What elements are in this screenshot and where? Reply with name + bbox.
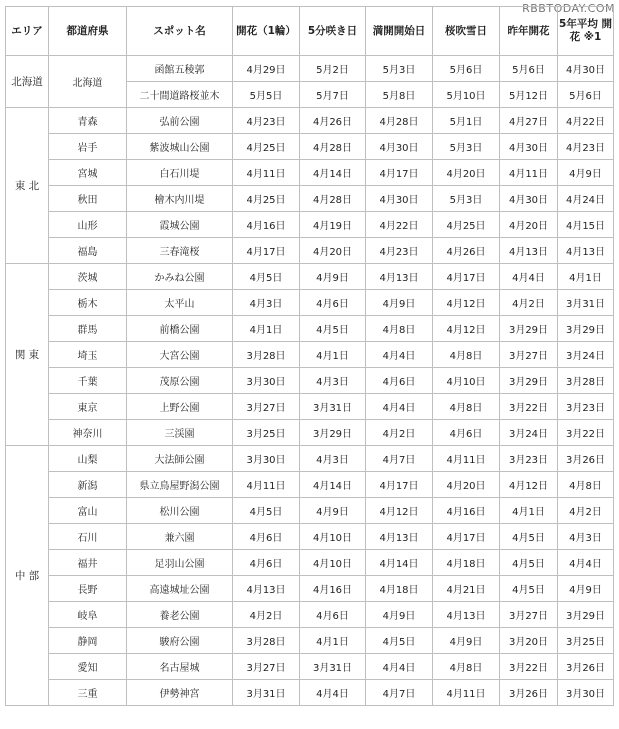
header-first-bloom: 開花（1輪） <box>233 7 300 56</box>
half-bloom-cell: 3月31日 <box>300 394 366 420</box>
petal-fall-cell: 4月11日 <box>433 446 500 472</box>
five-year-average-cell: 4月23日 <box>558 134 614 160</box>
last-year-cell: 4月4日 <box>500 264 558 290</box>
prefecture-cell: 岐阜 <box>49 602 127 628</box>
five-year-average-cell: 3月24日 <box>558 342 614 368</box>
full-bloom-cell: 4月4日 <box>366 654 433 680</box>
table-row <box>6 394 614 420</box>
spot-cell: 名古屋城 <box>127 654 233 680</box>
first-bloom-cell: 4月25日 <box>233 134 300 160</box>
first-bloom-cell: 4月6日 <box>233 524 300 550</box>
header-prefecture: 都道府県 <box>49 7 127 56</box>
last-year-cell: 4月5日 <box>500 550 558 576</box>
prefecture-cell: 山形 <box>49 212 127 238</box>
petal-fall-cell: 4月8日 <box>433 394 500 420</box>
table-row <box>6 524 614 550</box>
half-bloom-cell: 4月6日 <box>300 290 366 316</box>
last-year-cell: 3月23日 <box>500 446 558 472</box>
last-year-cell: 4月30日 <box>500 134 558 160</box>
petal-fall-cell: 5月10日 <box>433 82 500 108</box>
prefecture-cell: 神奈川 <box>49 420 127 446</box>
full-bloom-cell: 4月17日 <box>366 472 433 498</box>
petal-fall-cell: 4月12日 <box>433 290 500 316</box>
last-year-cell: 3月24日 <box>500 420 558 446</box>
table-row <box>6 290 614 316</box>
petal-fall-cell: 4月25日 <box>433 212 500 238</box>
first-bloom-cell: 4月2日 <box>233 602 300 628</box>
spot-cell: 紫波城山公園 <box>127 134 233 160</box>
last-year-cell: 3月20日 <box>500 628 558 654</box>
prefecture-cell: 茨城 <box>49 264 127 290</box>
half-bloom-cell: 4月14日 <box>300 472 366 498</box>
first-bloom-cell: 4月25日 <box>233 186 300 212</box>
table-row <box>6 472 614 498</box>
spot-cell: 茂原公園 <box>127 368 233 394</box>
full-bloom-cell: 4月22日 <box>366 212 433 238</box>
spot-cell: 二十間道路桜並木 <box>127 82 233 108</box>
first-bloom-cell: 4月29日 <box>233 56 300 82</box>
half-bloom-cell: 4月10日 <box>300 524 366 550</box>
prefecture-cell: 愛知 <box>49 654 127 680</box>
header-spot: スポット名 <box>127 7 233 56</box>
half-bloom-cell: 4月26日 <box>300 108 366 134</box>
last-year-cell: 4月5日 <box>500 576 558 602</box>
header-area: エリア <box>6 7 49 56</box>
last-year-cell: 5月6日 <box>500 56 558 82</box>
prefecture-cell: 千葉 <box>49 368 127 394</box>
full-bloom-cell: 4月28日 <box>366 108 433 134</box>
petal-fall-cell: 4月26日 <box>433 238 500 264</box>
petal-fall-cell: 5月6日 <box>433 56 500 82</box>
header-half-bloom: 5分咲き日 <box>300 7 366 56</box>
half-bloom-cell: 4月3日 <box>300 368 366 394</box>
prefecture-cell: 青森 <box>49 108 127 134</box>
table-row <box>6 602 614 628</box>
spot-cell: 高遠城址公園 <box>127 576 233 602</box>
five-year-average-cell: 4月9日 <box>558 576 614 602</box>
spot-cell: 兼六園 <box>127 524 233 550</box>
prefecture-cell: 富山 <box>49 498 127 524</box>
half-bloom-cell: 4月28日 <box>300 134 366 160</box>
full-bloom-cell: 4月4日 <box>366 342 433 368</box>
petal-fall-cell: 5月3日 <box>433 134 500 160</box>
full-bloom-cell: 4月8日 <box>366 316 433 342</box>
full-bloom-cell: 4月18日 <box>366 576 433 602</box>
table-row <box>6 264 614 290</box>
first-bloom-cell: 3月30日 <box>233 446 300 472</box>
half-bloom-cell: 3月29日 <box>300 420 366 446</box>
petal-fall-cell: 4月11日 <box>433 680 500 706</box>
spot-cell: かみね公園 <box>127 264 233 290</box>
five-year-average-cell: 4月1日 <box>558 264 614 290</box>
half-bloom-cell: 4月10日 <box>300 550 366 576</box>
petal-fall-cell: 4月20日 <box>433 160 500 186</box>
spot-cell: 大宮公園 <box>127 342 233 368</box>
prefecture-cell: 山梨 <box>49 446 127 472</box>
half-bloom-cell: 4月28日 <box>300 186 366 212</box>
full-bloom-cell: 4月30日 <box>366 186 433 212</box>
first-bloom-cell: 4月6日 <box>233 550 300 576</box>
petal-fall-cell: 4月20日 <box>433 472 500 498</box>
last-year-cell: 3月29日 <box>500 368 558 394</box>
full-bloom-cell: 4月13日 <box>366 264 433 290</box>
first-bloom-cell: 4月11日 <box>233 160 300 186</box>
five-year-average-cell: 4月4日 <box>558 550 614 576</box>
first-bloom-cell: 4月1日 <box>233 316 300 342</box>
first-bloom-cell: 3月28日 <box>233 628 300 654</box>
full-bloom-cell: 4月14日 <box>366 550 433 576</box>
petal-fall-cell: 5月3日 <box>433 186 500 212</box>
last-year-cell: 3月22日 <box>500 654 558 680</box>
last-year-cell: 4月30日 <box>500 186 558 212</box>
five-year-average-cell: 3月25日 <box>558 628 614 654</box>
five-year-average-cell: 3月23日 <box>558 394 614 420</box>
five-year-average-cell: 4月8日 <box>558 472 614 498</box>
full-bloom-cell: 4月9日 <box>366 290 433 316</box>
petal-fall-cell: 4月6日 <box>433 420 500 446</box>
first-bloom-cell: 3月31日 <box>233 680 300 706</box>
last-year-cell: 4月13日 <box>500 238 558 264</box>
five-year-average-cell: 4月30日 <box>558 56 614 82</box>
five-year-average-cell: 3月28日 <box>558 368 614 394</box>
first-bloom-cell: 4月16日 <box>233 212 300 238</box>
half-bloom-cell: 4月1日 <box>300 342 366 368</box>
full-bloom-cell: 4月12日 <box>366 498 433 524</box>
table-row <box>6 446 614 472</box>
half-bloom-cell: 4月3日 <box>300 446 366 472</box>
watermark: RBBTODAY.COM <box>522 2 615 15</box>
full-bloom-cell: 4月23日 <box>366 238 433 264</box>
last-year-cell: 3月26日 <box>500 680 558 706</box>
five-year-average-cell: 4月9日 <box>558 160 614 186</box>
prefecture-cell: 福井 <box>49 550 127 576</box>
half-bloom-cell: 4月6日 <box>300 602 366 628</box>
half-bloom-cell: 4月16日 <box>300 576 366 602</box>
table-row <box>6 680 614 706</box>
five-year-average-cell: 4月15日 <box>558 212 614 238</box>
first-bloom-cell: 4月5日 <box>233 264 300 290</box>
prefecture-cell: 宮城 <box>49 160 127 186</box>
first-bloom-cell: 3月27日 <box>233 654 300 680</box>
five-year-average-cell: 4月3日 <box>558 524 614 550</box>
half-bloom-cell: 4月4日 <box>300 680 366 706</box>
half-bloom-cell: 4月19日 <box>300 212 366 238</box>
spot-cell: 檜木内川堤 <box>127 186 233 212</box>
table-row <box>6 134 614 160</box>
first-bloom-cell: 4月3日 <box>233 290 300 316</box>
five-year-average-cell: 3月26日 <box>558 654 614 680</box>
last-year-cell: 3月29日 <box>500 316 558 342</box>
half-bloom-cell: 4月1日 <box>300 628 366 654</box>
table-row <box>6 160 614 186</box>
half-bloom-cell: 5月2日 <box>300 56 366 82</box>
table-row <box>6 108 614 134</box>
last-year-cell: 4月5日 <box>500 524 558 550</box>
prefecture-cell: 栃木 <box>49 290 127 316</box>
spot-cell: 足羽山公園 <box>127 550 233 576</box>
petal-fall-cell: 4月18日 <box>433 550 500 576</box>
first-bloom-cell: 4月5日 <box>233 498 300 524</box>
five-year-average-cell: 3月26日 <box>558 446 614 472</box>
prefecture-cell: 埼玉 <box>49 342 127 368</box>
spot-cell: 大法師公園 <box>127 446 233 472</box>
spot-cell: 県立鳥屋野潟公園 <box>127 472 233 498</box>
last-year-cell: 4月1日 <box>500 498 558 524</box>
spot-cell: 太平山 <box>127 290 233 316</box>
prefecture-cell: 静岡 <box>49 628 127 654</box>
last-year-cell: 4月20日 <box>500 212 558 238</box>
five-year-average-cell: 4月13日 <box>558 238 614 264</box>
spot-cell: 松川公園 <box>127 498 233 524</box>
table-row <box>6 576 614 602</box>
table-row <box>6 628 614 654</box>
table-row <box>6 342 614 368</box>
half-bloom-cell: 4月9日 <box>300 264 366 290</box>
full-bloom-cell: 4月2日 <box>366 420 433 446</box>
last-year-cell: 4月11日 <box>500 160 558 186</box>
table-row <box>6 212 614 238</box>
full-bloom-cell: 5月8日 <box>366 82 433 108</box>
first-bloom-cell: 4月11日 <box>233 472 300 498</box>
first-bloom-cell: 4月23日 <box>233 108 300 134</box>
first-bloom-cell: 3月27日 <box>233 394 300 420</box>
first-bloom-cell: 3月28日 <box>233 342 300 368</box>
first-bloom-cell: 5月5日 <box>233 82 300 108</box>
area-cell: 関 東 <box>6 264 49 446</box>
five-year-average-cell: 3月29日 <box>558 602 614 628</box>
full-bloom-cell: 4月9日 <box>366 602 433 628</box>
prefecture-cell: 群馬 <box>49 316 127 342</box>
spot-cell: 三渓園 <box>127 420 233 446</box>
table-row <box>6 368 614 394</box>
petal-fall-cell: 4月21日 <box>433 576 500 602</box>
prefecture-cell: 長野 <box>49 576 127 602</box>
petal-fall-cell: 4月8日 <box>433 654 500 680</box>
first-bloom-cell: 4月13日 <box>233 576 300 602</box>
prefecture-cell: 石川 <box>49 524 127 550</box>
full-bloom-cell: 4月30日 <box>366 134 433 160</box>
area-cell: 東 北 <box>6 108 49 264</box>
spot-cell: 前橋公園 <box>127 316 233 342</box>
five-year-average-cell: 3月30日 <box>558 680 614 706</box>
spot-cell: 三春滝桜 <box>127 238 233 264</box>
last-year-cell: 4月2日 <box>500 290 558 316</box>
petal-fall-cell: 4月8日 <box>433 342 500 368</box>
full-bloom-cell: 4月4日 <box>366 394 433 420</box>
header-last-year: 昨年開花 <box>500 7 558 56</box>
five-year-average-cell: 3月22日 <box>558 420 614 446</box>
area-cell: 北海道 <box>6 56 49 108</box>
last-year-cell: 4月12日 <box>500 472 558 498</box>
table-row <box>6 420 614 446</box>
spot-cell: 養老公園 <box>127 602 233 628</box>
spot-cell: 弘前公園 <box>127 108 233 134</box>
last-year-cell: 3月27日 <box>500 342 558 368</box>
petal-fall-cell: 4月9日 <box>433 628 500 654</box>
five-year-average-cell: 4月22日 <box>558 108 614 134</box>
half-bloom-cell: 4月9日 <box>300 498 366 524</box>
prefecture-cell: 福島 <box>49 238 127 264</box>
five-year-average-cell: 4月2日 <box>558 498 614 524</box>
spot-cell: 白石川堤 <box>127 160 233 186</box>
petal-fall-cell: 5月1日 <box>433 108 500 134</box>
five-year-average-cell: 3月29日 <box>558 316 614 342</box>
half-bloom-cell: 4月14日 <box>300 160 366 186</box>
five-year-average-cell: 4月24日 <box>558 186 614 212</box>
prefecture-cell: 岩手 <box>49 134 127 160</box>
last-year-cell: 3月22日 <box>500 394 558 420</box>
petal-fall-cell: 4月17日 <box>433 264 500 290</box>
half-bloom-cell: 4月5日 <box>300 316 366 342</box>
spot-cell: 駿府公園 <box>127 628 233 654</box>
full-bloom-cell: 4月7日 <box>366 680 433 706</box>
table-row <box>6 316 614 342</box>
last-year-cell: 3月27日 <box>500 602 558 628</box>
prefecture-cell: 北海道 <box>49 56 127 108</box>
last-year-cell: 4月27日 <box>500 108 558 134</box>
prefecture-cell: 三重 <box>49 680 127 706</box>
header-petal-fall: 桜吹雪日 <box>433 7 500 56</box>
first-bloom-cell: 4月17日 <box>233 238 300 264</box>
first-bloom-cell: 3月25日 <box>233 420 300 446</box>
full-bloom-cell: 4月13日 <box>366 524 433 550</box>
prefecture-cell: 東京 <box>49 394 127 420</box>
area-cell: 中 部 <box>6 446 49 706</box>
petal-fall-cell: 4月16日 <box>433 498 500 524</box>
five-year-average-cell: 3月31日 <box>558 290 614 316</box>
header-full-bloom: 満開開始日 <box>366 7 433 56</box>
spot-cell: 伊勢神宮 <box>127 680 233 706</box>
petal-fall-cell: 4月13日 <box>433 602 500 628</box>
table-row <box>6 550 614 576</box>
table-row <box>6 186 614 212</box>
header-row <box>6 7 614 56</box>
petal-fall-cell: 4月12日 <box>433 316 500 342</box>
header-five-year-average: 5年平均 開花 ※1 <box>558 7 614 56</box>
five-year-average-cell: 5月6日 <box>558 82 614 108</box>
full-bloom-cell: 4月5日 <box>366 628 433 654</box>
full-bloom-cell: 5月3日 <box>366 56 433 82</box>
prefecture-cell: 秋田 <box>49 186 127 212</box>
spot-cell: 函館五稜郭 <box>127 56 233 82</box>
spot-cell: 霞城公園 <box>127 212 233 238</box>
half-bloom-cell: 4月20日 <box>300 238 366 264</box>
table-row <box>6 654 614 680</box>
half-bloom-cell: 3月31日 <box>300 654 366 680</box>
table-row <box>6 238 614 264</box>
table-row <box>6 498 614 524</box>
last-year-cell: 5月12日 <box>500 82 558 108</box>
full-bloom-cell: 4月6日 <box>366 368 433 394</box>
half-bloom-cell: 5月7日 <box>300 82 366 108</box>
first-bloom-cell: 3月30日 <box>233 368 300 394</box>
full-bloom-cell: 4月17日 <box>366 160 433 186</box>
full-bloom-cell: 4月7日 <box>366 446 433 472</box>
table-row <box>6 56 614 82</box>
prefecture-cell: 新潟 <box>49 472 127 498</box>
spot-cell: 上野公園 <box>127 394 233 420</box>
petal-fall-cell: 4月10日 <box>433 368 500 394</box>
sakura-forecast-table <box>5 6 614 706</box>
petal-fall-cell: 4月17日 <box>433 524 500 550</box>
